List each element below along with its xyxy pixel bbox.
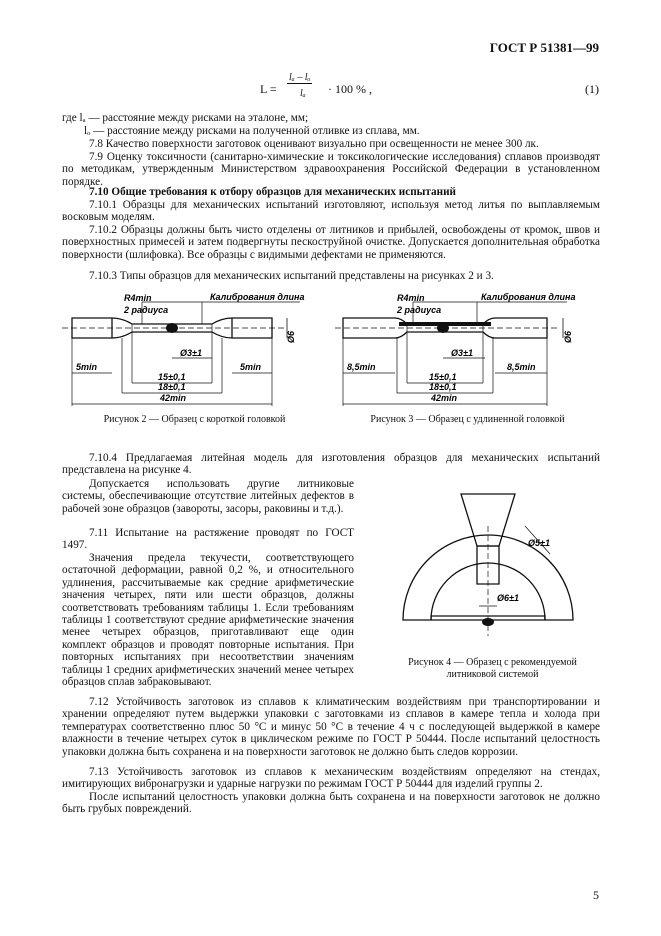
- fig3-len42: 42min: [431, 393, 458, 403]
- document-header: ГОСТ Р 51381—99: [489, 40, 599, 55]
- section-7-10-heading: 7.10 Общие требования к отбору образцов для механических испытаний: [89, 186, 456, 198]
- fig3-d3: Ø3±1: [451, 348, 473, 358]
- paragraph-7-11: 7.11 Испытание на растяжение проводят по ГОСТ 1497.: [62, 527, 354, 552]
- formula-number: (1): [585, 82, 599, 96]
- fig2-d3: Ø3±1: [180, 348, 202, 358]
- fig3-len15: 15±0,1: [429, 372, 457, 382]
- where-line-1: где lₐ — расстояние между рисками на эталоне, мм;: [62, 112, 309, 124]
- formula-factor: · 100 % ,: [328, 82, 372, 96]
- page-number: 5: [593, 888, 599, 902]
- paragraph-7-10-3: 7.10.3 Типы образцов для механических испытаний представлены на рисунках 2 и 3.: [89, 270, 494, 282]
- fig2-len15: 15±0,1: [158, 372, 186, 382]
- fig4-d51: Ø5±1: [528, 538, 550, 548]
- fig2-left-5min: 5min: [76, 362, 98, 372]
- fig2-right-5min: 5min: [240, 362, 262, 372]
- fig3-d6: Ø6: [563, 330, 573, 343]
- paragraph-7-8: 7.8 Качество поверхности заготовок оценивают визуально при освещенности не менее 300 лк.: [89, 138, 539, 150]
- fig2-calibrated-length: Калибрования длина: [210, 292, 305, 302]
- formula-lhs: L =: [260, 82, 277, 96]
- formula-numerator: lₐ – lₒ: [289, 72, 311, 83]
- formula-denominator: lₐ: [300, 88, 306, 99]
- fig3-len18: 18±0,1: [429, 382, 457, 392]
- fig3-r4min: R4min: [397, 293, 425, 303]
- figure-2-drawing: [62, 288, 327, 413]
- paragraph-allowed: Допускается использовать другие литниковые системы, обеспечивающие отсутствие литейных дефектов в рабочей зоне образцов (завороты, засоры, раковины и т.д.).: [62, 478, 354, 515]
- fig2-d6: Ø6: [286, 330, 296, 343]
- paragraph-7-9: 7.9 Оценку токсичности (санитарно-химические и токсикологические исследования) сплавов производят по методикам, утвержденным Министерством здравоохранения Российской Федерации в установленном порядке.: [62, 151, 600, 188]
- paragraph-7-10-2: 7.10.2 Образцы должны быть чисто отделены от литников и прибылей, освобождены от кромок, швов и поверхностных примесей и затем подвергнуты пескоструйной очистке. Допускается дополнительная обработка поверхности (шлифовка). Все образцы с видимыми дефектами не применяются.: [62, 224, 600, 261]
- paragraph-after-tests: После испытаний целостность упаковки должна быть сохранена и на поверхности заготовок не должно быть грубых повреждений.: [62, 791, 600, 816]
- fig4-d6: Ø6±1: [497, 593, 519, 603]
- figure-3-drawing: [335, 288, 600, 413]
- fig3-left-85min: 8,5min: [347, 362, 376, 372]
- figure-3-caption: Рисунок 3 — Образец с удлиненной головкой: [370, 414, 565, 425]
- fig2-r4min: R4min: [124, 293, 152, 303]
- fig2-len18: 18±0,1: [158, 382, 186, 392]
- figure-4-caption-line2: литниковой системой: [446, 669, 539, 680]
- fig2-len42: 42min: [160, 393, 187, 403]
- figure-2-caption: Рисунок 2 — Образец с короткой головкой: [103, 414, 286, 425]
- formula-1: [0, 72, 661, 106]
- fig3-calibrated-length: Калибрования длина: [481, 292, 576, 302]
- fig3-right-85min: 8,5min: [507, 362, 536, 372]
- paragraph-values: Значения предела текучести, соответствующего остаточной деформации, равной 0,2 %, и относительного удлинения, рассчитываемые как средние арифметические значения четырех, пяти или шести образцов, должны соответствовать требованиям таблицы 1. Если требованиям таблицы 1 соответствуют средние арифметические значения менее четырех образцов, приготавливают еще один комплект образцов и проводят повторные испытания. При повторных испытаниях при несоответствии значениям таблицы 1 средних арифметических значений менее четырех образцов сплав забраковывают.: [62, 552, 354, 689]
- paragraph-7-10-4: 7.10.4 Предлагаемая литейная модель для изготовления образцов для механических испытаний представлена на рисунке 4.: [62, 452, 600, 477]
- paragraph-7-12: 7.12 Устойчивость заготовок из сплавов к климатическим воздействиям при транспортировании и хранении определяют путем выдержки упаковки с заготовками из сплавов в камере тепла и холода при температурах соответственно плюс 50 °С и минус 50 °С в течение 4 ч с последующей выдержкой в камере влажности в течение четырех суток в циклическом режиме по ГОСТ Р 50444. После испытаний целостность упаковки должна быть сохранена и на поверхности заготовок не должно быть следов коррозии.: [62, 696, 600, 758]
- figure-4-caption-line1: Рисунок 4 — Образец с рекомендуемой: [408, 657, 577, 668]
- fig2-two-radii: 2 радиуса: [124, 305, 169, 315]
- where-line-2: lₒ — расстояние между рисками на полученной отливке из сплава, мм.: [84, 125, 420, 137]
- figure-4-drawing: [385, 486, 600, 646]
- paragraph-7-13: 7.13 Устойчивость заготовок из сплавов к механическим воздействиям определяют на стендах, имитирующих вибронагрузки и ударные нагрузки по режимам ГОСТ Р 50444 для изделий группы 2.: [62, 766, 600, 791]
- paragraph-7-10-1: 7.10.1 Образцы для механических испытаний изготовляют, используя метод литья по выплавляемым восковым моделям.: [62, 199, 600, 224]
- fig3-two-radii: 2 радиуса: [397, 305, 442, 315]
